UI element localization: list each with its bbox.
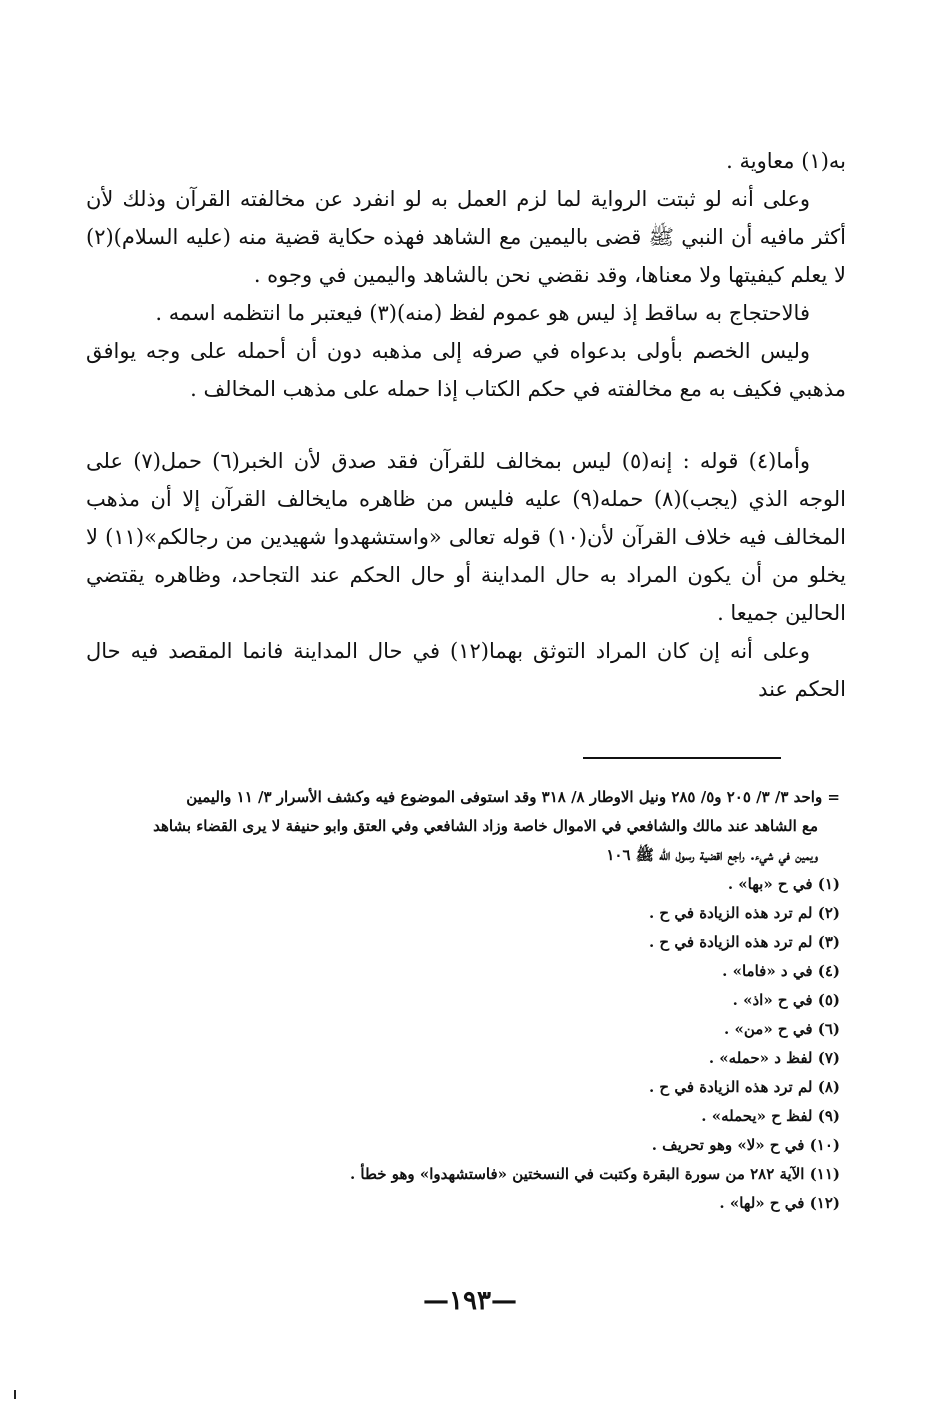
footnote: (٣) لم ترد هذه الزيادة في ح . (648, 933, 840, 951)
footnote: (١) في ح «بها» . (727, 875, 840, 893)
footnote: (٤) في د «فاما» . (722, 962, 840, 980)
paragraph: وليس الخصم بأولى بدعواه في صرفه إلى مذهبه دون أن أحمله على وجه يوافق مذهبي فكيف به مع مخالفته في حكم الكتاب إذا حمله على مذهب المخالف . (86, 339, 846, 401)
footnote-continuation-line: = واحد ٣/ ٣/ ٢٠٥ و٥/ ٢٨٥ ونيل الاوطار ٨/ ٣١٨ وقد استوفى الموضوع فيه وكشف الأسرار ٣/ ١١ واليمين (186, 788, 840, 806)
paragraph: وأما(٤) قوله : إنه(٥) ليس بمخالف للقرآن فقد صدق لأن الخبر(٦) حمل(٧) على الوجه الذي (يجب)(٨) حمله(٩) عليه فليس من ظاهره مايخالف القرآن إلا أن مذهب المخالف فيه خلاف القرآن لأن(١٠) قوله تعالى «واستشهدوا شهيدين من رجالكم»(١١) لا يخلو من أن يكون المراد به حال المداينة أو حال الحكم عند التجاحد، وظاهره يقتضي الحالين جميعا . (86, 449, 847, 625)
paragraph: فالاحتجاج به ساقط إذ ليس هو عموم لفظ (منه)(٣) فيعتبر ما انتظمه اسمه . (155, 301, 810, 325)
footnote: (١١) الآية ٢٨٢ من سورة البقرة وكتبت في النسختين «فاستشهدوا» وهو خطأ . (349, 1165, 840, 1183)
scan-mark (14, 1390, 16, 1399)
footnote: (٨) لم ترد هذه الزيادة في ح . (648, 1078, 840, 1096)
paragraph: وعلى أنه لو ثبتت الرواية لما لزم العمل به لو انفرد عن مخالفته القرآن وذلك لأن أكثر مافيه أن النبي ﷺ قضى باليمين مع الشاهد فهذه حكاية قضية منه (عليه السلام)(٢) لا يعلم كيفيتها ولا معناها، وقد نقضي نحن بالشاهد واليمين في وجوه . (86, 187, 846, 287)
footnote-continuation-line: ويمين في شيء. راجع اقضية رسول الله ﷺ ١٠٦ (606, 846, 818, 864)
footnote: (١٢) في ح «لها» . (719, 1194, 840, 1212)
footnote: (٩) لفظ ح «يحمله» . (701, 1107, 840, 1125)
paragraph: به(١) معاوية . (726, 149, 846, 173)
main-text (86, 142, 846, 708)
footnote: (٦) في ح «من» . (724, 1020, 840, 1038)
footnote: (٢) لم ترد هذه الزيادة في ح . (648, 904, 840, 922)
footnote-separator (583, 757, 781, 759)
footnote-continuation-line: مع الشاهد عند مالك والشافعي في الاموال خاصة وزاد الشافعي وفي العتق وابو حنيفة لا يرى القضاء بشاهد (153, 817, 818, 835)
footnote: (٧) لفظ د «حمله» . (708, 1049, 840, 1067)
footnote: (٥) في ح «اذ» . (732, 991, 840, 1009)
page-number: —١٩٣— (423, 1286, 517, 1316)
paragraph: وعلى أنه إن كان المراد التوثق بهما(١٢) في حال المداينة فانما المقصد فيه حال الحكم عند (86, 639, 846, 701)
footnote: (١٠) في ح «لا» وهو تحريف . (651, 1136, 840, 1154)
footnotes (100, 783, 840, 1218)
